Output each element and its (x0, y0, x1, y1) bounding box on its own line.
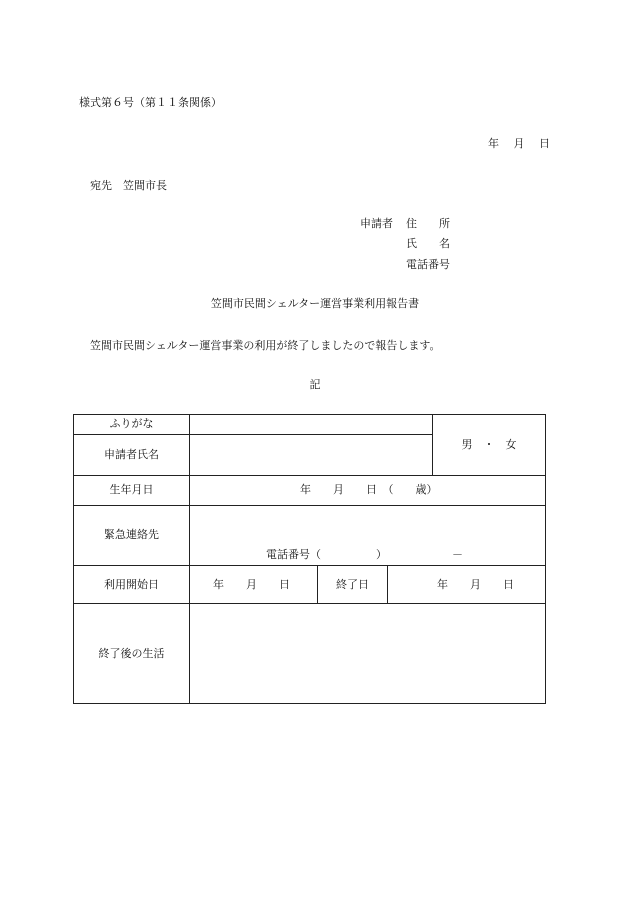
after-life-label: 終了後の生活 (98, 647, 165, 660)
after-life-field[interactable] (190, 604, 545, 703)
applicant-address-label: 住 所 (406, 217, 450, 230)
table-border-right (545, 414, 546, 704)
document-title: 笠間市民間シェルター運営事業利用報告書 (210, 297, 420, 310)
furigana-field[interactable] (190, 415, 432, 434)
applicant-name-field[interactable] (190, 435, 432, 475)
birthdate-value[interactable]: 年 月 日 （ 歳） (300, 483, 438, 496)
end-date-label: 終了日 (336, 578, 369, 591)
applicant-phone-label: 電話番号 (406, 258, 450, 271)
applicant-name-header: 申請者氏名 (104, 448, 159, 461)
emergency-phone-dash: － (452, 548, 463, 561)
applicant-name-label: 氏 名 (406, 237, 450, 250)
emergency-contact-label: 緊急連絡先 (104, 528, 159, 541)
recipient: 宛先 笠間市長 (90, 179, 167, 192)
form-number: 様式第６号（第１１条関係） (79, 96, 222, 109)
emergency-phone-label[interactable]: 電話番号（ ） (266, 548, 387, 561)
furigana-label: ふりがな (109, 417, 154, 430)
table-border-bottom (73, 703, 546, 704)
start-date-label: 利用開始日 (104, 578, 159, 591)
applicant-label: 申請者 (360, 217, 393, 230)
birthdate-label: 生年月日 (109, 483, 154, 496)
table-rule (73, 475, 546, 476)
ki-heading: 記 (309, 378, 321, 391)
gender-options[interactable]: 男 ・ 女 (461, 438, 517, 451)
statement: 笠間市民間シェルター運営事業の利用が終了しましたので報告します。 (90, 339, 441, 352)
table-rule (387, 565, 388, 603)
start-date-value[interactable]: 年 月 日 (213, 578, 290, 591)
date-line: 年 月 日 (488, 137, 550, 150)
table-rule (73, 505, 546, 506)
table-rule (73, 565, 546, 566)
end-date-value[interactable]: 年 月 日 (437, 578, 514, 591)
